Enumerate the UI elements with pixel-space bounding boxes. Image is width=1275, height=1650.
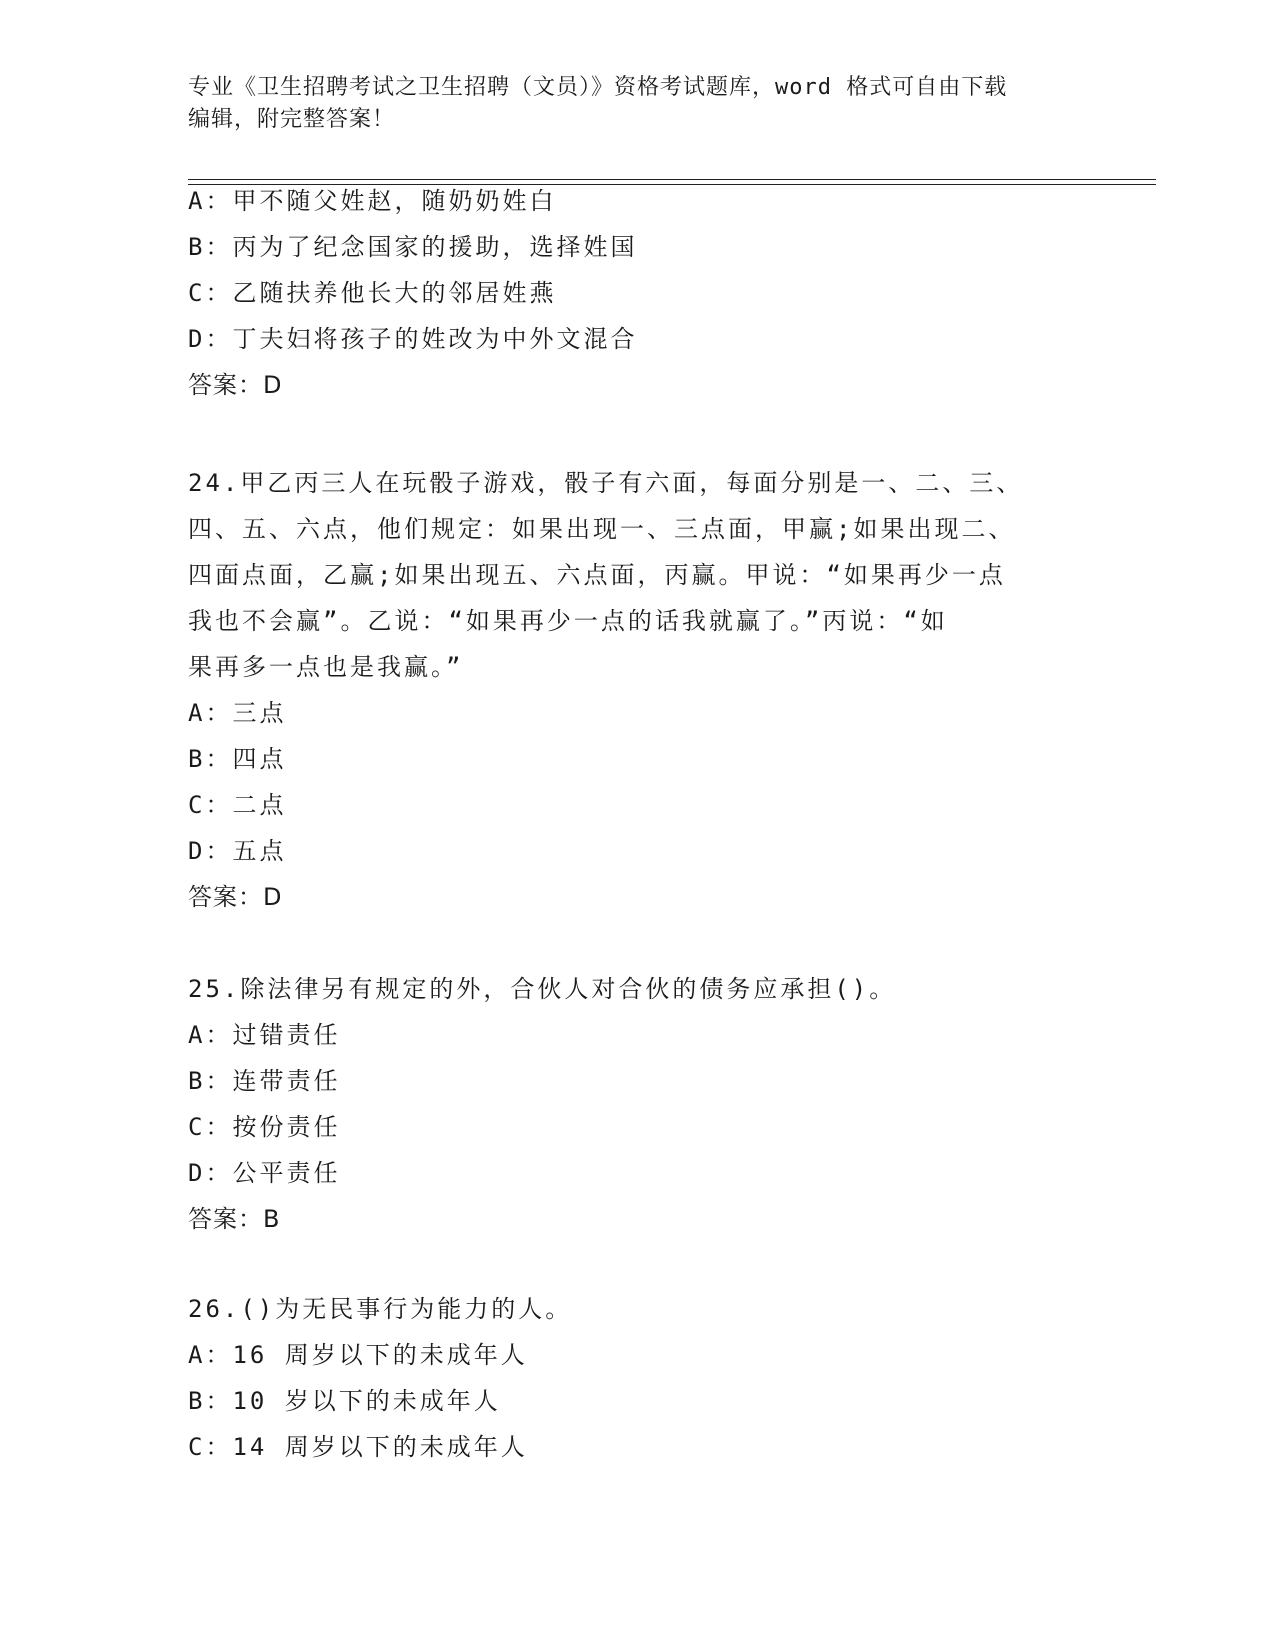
question-26 [188, 1286, 1088, 1470]
answer: 答案：D [188, 883, 283, 911]
option-b: B：10 岁以下的未成年人 [188, 1387, 501, 1415]
option-c: C：按份责任 [188, 1113, 341, 1141]
option-b: B：连带责任 [188, 1067, 341, 1095]
question-stem-line: 四面点面，乙赢;如果出现五、六点面，丙赢。甲说：“如果再少一点 [188, 561, 1006, 589]
header-line-2: 编辑，附完整答案！ [188, 107, 396, 132]
question-23 [188, 178, 1088, 408]
question-stem-line: 26.()为无民事行为能力的人。 [188, 1295, 573, 1323]
header-line-1: 专业《卫生招聘考试之卫生招聘（文员）》资格考试题库，word 格式可自由下载 [188, 75, 1008, 100]
question-stem-line: 24.甲乙丙三人在玩骰子游戏，骰子有六面，每面分别是一、二、三、 [188, 469, 1024, 497]
question-stem-line: 果再多一点也是我赢。” [188, 653, 464, 681]
option-d: D：公平责任 [188, 1159, 341, 1187]
option-c: C：14 周岁以下的未成年人 [188, 1433, 528, 1461]
option-b: B：丙为了纪念国家的援助，选择姓国 [188, 233, 638, 261]
option-a: A：过错责任 [188, 1021, 341, 1049]
option-c: C：乙随扶养他长大的邻居姓燕 [188, 279, 557, 307]
question-25 [188, 966, 1088, 1242]
option-d: D：丁夫妇将孩子的姓改为中外文混合 [188, 325, 638, 353]
option-b: B：四点 [188, 745, 287, 773]
answer: 答案：D [188, 371, 283, 399]
option-a: A：16 周岁以下的未成年人 [188, 1341, 528, 1369]
answer: 答案：B [188, 1205, 281, 1233]
question-24 [188, 460, 1088, 920]
option-a: A：三点 [188, 699, 287, 727]
question-stem-line: 25.除法律另有规定的外，合伙人对合伙的债务应承担()。 [188, 975, 897, 1003]
question-stem-line: 我也不会赢”。乙说：“如果再少一点的话我就赢了。”丙说：“如 [188, 607, 948, 635]
question-stem-line: 四、五、六点，他们规定：如果出现一、三点面，甲赢;如果出现二、 [188, 515, 1016, 543]
document-header [188, 72, 1088, 136]
option-d: D：五点 [188, 837, 287, 865]
option-a: A：甲不随父姓赵，随奶奶姓白 [188, 187, 557, 215]
option-c: C：二点 [188, 791, 287, 819]
